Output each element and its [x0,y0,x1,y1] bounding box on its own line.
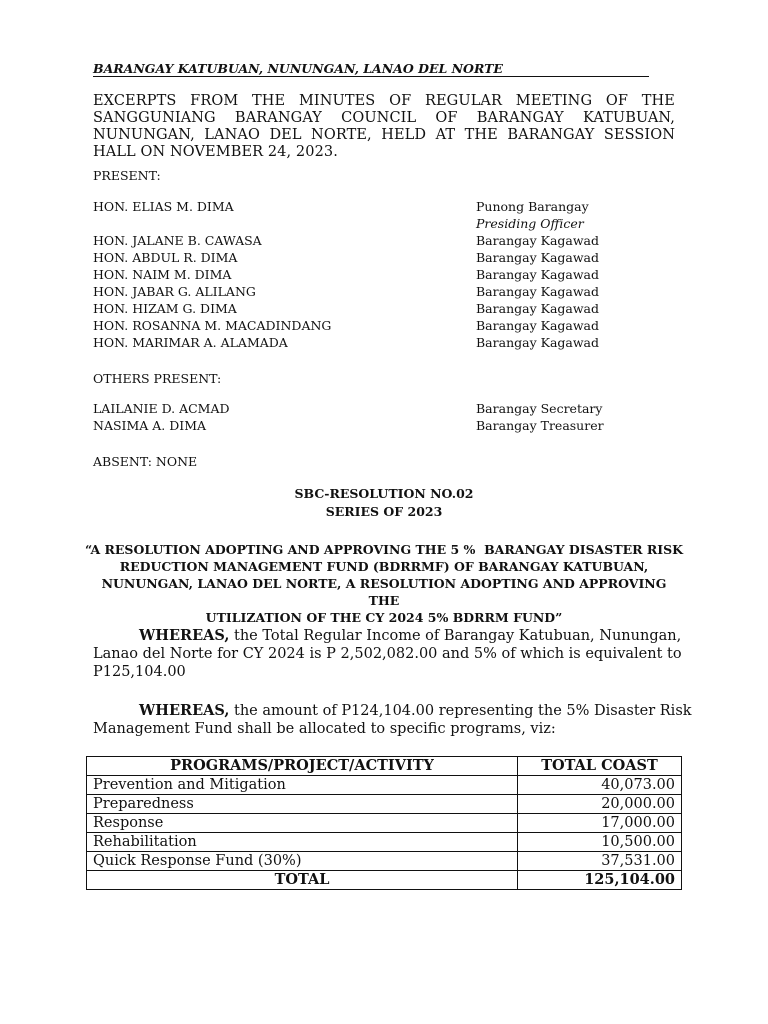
resolution-title-line: UTILIZATION OF THE CY 2024 5% BDRRM FUND” [205,610,563,625]
attendee-name: HON. JALANE B. CAWASA [93,233,262,248]
attendee-position: Presiding Officer [476,216,584,231]
whereas-text: Lanao del Norte for CY 2024 is P 2,502,082.00 and 5% of which is equivalent to [93,646,682,662]
minutes-excerpt: EXCERPTS FROM THE MINUTES OF REGULAR MEETING OF THE SANGGUNIANG BARANGAY COUNCIL OF BARANGAY KATUBUAN, NUNUNGAN, LANAO DEL NORTE, HELD AT THE BARANGAY SESSION HALL ON NOVEMBER 24, 2023. [93,93,675,160]
program-cell: Preparedness [87,795,518,814]
whereas-allocation-paragraph [93,702,692,738]
attendee-name: HON. MARIMAR A. ALAMADA [93,335,288,350]
total-value: 125,104.00 [518,871,682,890]
attendee-name: HON. NAIM M. DIMA [93,267,232,282]
attendee-name: LAILANIE D. ACMAD [93,401,230,416]
attendee-name: HON. JABAR G. ALILANG [93,284,256,299]
attendee-position: Barangay Kagawad [476,250,600,265]
attendee-position: Barangay Kagawad [476,284,600,299]
cost-cell: 20,000.00 [518,795,682,814]
programs-table [86,756,682,890]
attendee-row [93,300,653,317]
attendee-row [93,334,653,351]
cost-cell: 10,500.00 [518,833,682,852]
attendee-row [93,232,653,249]
table-row [87,776,682,795]
attendee-position: Barangay Kagawad [476,233,600,248]
column-header-cost: TOTAL COAST [518,757,682,776]
resolution-title-line: “A RESOLUTION ADOPTING AND APPROVING THE 5 % BARANGAY DISASTER RISK [85,542,684,557]
absent-line: ABSENT: NONE [93,454,198,469]
program-cell: Rehabilitation [87,833,518,852]
table-row [87,814,682,833]
attendee-name: HON. ABDUL R. DIMA [93,250,238,265]
table-header-row [87,757,682,776]
whereas-text: P125,104.00 [93,664,186,680]
present-label: PRESENT: [93,168,161,183]
column-header-program: PROGRAMS/PROJECT/ACTIVITY [87,757,518,776]
attendee-row [93,417,653,434]
attendee-row [93,198,653,215]
resolution-number: SBC-RESOLUTION NO.02 [294,486,474,501]
table-row [87,833,682,852]
attendee-row [93,283,653,300]
whereas-text: Management Fund shall be allocated to specific programs, viz: [93,721,556,737]
attendee-position: Barangay Kagawad [476,318,600,333]
attendee-position: Barangay Kagawad [476,335,600,350]
whereas-label: WHEREAS, [139,627,230,644]
attendee-name: NASIMA A. DIMA [93,418,207,433]
attendee-name: HON. ELIAS M. DIMA [93,199,234,214]
total-label: TOTAL [87,871,518,890]
barangay-header: BARANGAY KATUBUAN, NUNUNGAN, LANAO DEL NORTE [93,61,649,77]
attendee-row [93,266,653,283]
program-cell: Response [87,814,518,833]
table-row [87,852,682,871]
resolution-title [85,541,683,626]
cost-cell: 17,000.00 [518,814,682,833]
attendee-position: Barangay Kagawad [476,301,600,316]
program-cell: Prevention and Mitigation [87,776,518,795]
resolution-title-line: NUNUNGAN, LANAO DEL NORTE, A RESOLUTION ADOPTING AND APPROVING THE [101,576,667,608]
others-present-label: OTHERS PRESENT: [93,371,222,386]
table-row [87,795,682,814]
attendee-position: Barangay Treasurer [476,418,604,433]
attendee-row [93,400,653,417]
attendee-name: HON. HIZAM G. DIMA [93,301,237,316]
attendee-name: HON. ROSANNA M. MACADINDANG [93,318,332,333]
whereas-label: WHEREAS, [139,702,230,719]
attendee-row [93,215,653,232]
whereas-income-paragraph [93,627,682,681]
table-total-row [87,871,682,890]
attendee-position: Barangay Secretary [476,401,603,416]
attendee-row [93,317,653,334]
resolution-series: SERIES OF 2023 [325,504,443,519]
cost-cell: 40,073.00 [518,776,682,795]
cost-cell: 37,531.00 [518,852,682,871]
whereas-text: the Total Regular Income of Barangay Katubuan, Nunungan, [229,628,682,644]
attendee-position: Punong Barangay [476,199,589,214]
resolution-title-line: REDUCTION MANAGEMENT FUND (BDRRMF) OF BARANGAY KATUBUAN, [119,559,649,574]
attendee-row [93,249,653,266]
program-cell: Quick Response Fund (30%) [87,852,518,871]
attendee-position: Barangay Kagawad [476,267,600,282]
whereas-text: the amount of P124,104.00 representing the 5% Disaster Risk [229,703,692,719]
